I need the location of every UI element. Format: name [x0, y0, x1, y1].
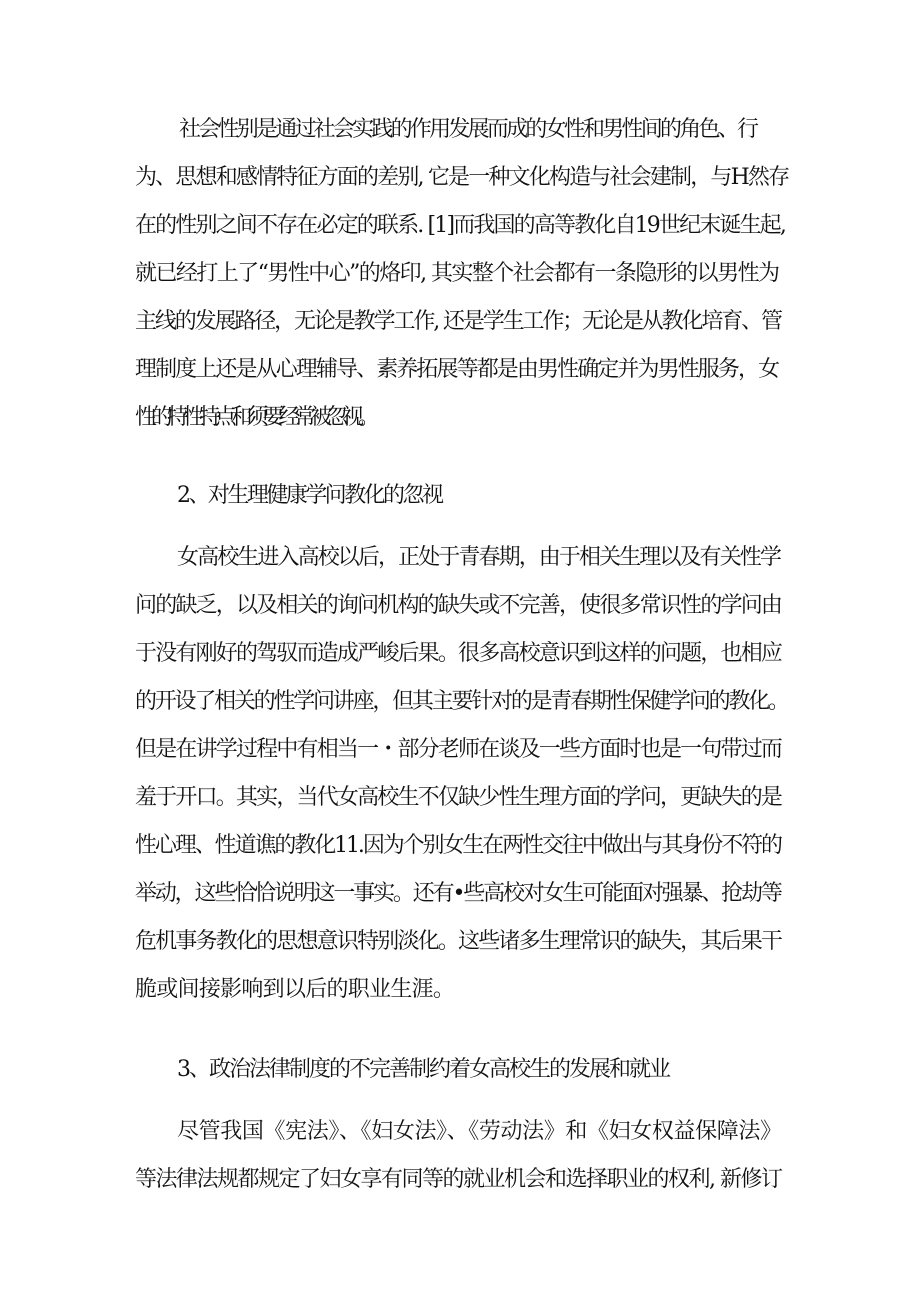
text-line: 脆或间接影响到以后的职业生涯。	[135, 977, 455, 1002]
text-line: 于没有刚好的驾驭而造成严峻后果。很多高校意识到这样的问题，也相应	[135, 641, 782, 666]
text-line: 问的缺乏，以及相关的询问机构的缺失或不完善，使很多常识性的学问由	[135, 593, 782, 618]
section-heading-2: 2、对生理健康学问教化的忽视	[177, 483, 442, 508]
text-line: 危机事务教化的思想意识特别淡化。这些诸多生理常识的缺失，其后果干	[135, 929, 782, 954]
text-line: 但是在讲学过程中有相当一・部分老师在谈及一些方面时也是一句带过而	[135, 737, 782, 762]
text-line: 社会性别是通过社会实践的作用发展而成的女性和男性间的角色、行	[179, 117, 757, 142]
text-line: 尽管我国《宪法》、《妇女法》、《劳动法》和《妇女权益保障法》	[177, 1119, 782, 1144]
text-line: 羞于开口。其实，当代女高校生不仅缺少性生理方面的学问，更缺失的是	[135, 785, 782, 810]
text-line: 举动，这些恰恰说明这一事实。还有•些高校对女生可能面对强暴、抢劫等	[135, 881, 781, 906]
text-line: 性的特性特点和须要经常被忽视。	[135, 405, 374, 430]
text-line: 在的性别之间不存在必定的联系. [1]而我国的高等教化自19世纪末诞生起,	[135, 213, 786, 238]
text-line: 就已经打上了“男性中心”的烙印, 其实整个社会都有一条隐形的以男性为	[135, 261, 779, 286]
text-line: 女高校生进入高校以后，正处于青春期，由于相关生理以及有关性学	[177, 545, 781, 570]
text-line: 主线的发展路径，无论是教学工作, 还是学生工作；无论是从教化培育、管	[135, 309, 781, 334]
text-line: 性心理、性道谯的教化11.因为个别女生在两性交往中做出与其身份不符的	[135, 833, 781, 858]
text-line: 的开设了相关的性学问讲座，但其主要针对的是青春期性保健学问的教化。	[135, 689, 788, 714]
text-line: 理制度上还是从心理辅导、素养拓展等都是由男性确定并为男性服务，女	[135, 357, 779, 382]
text-line: 为、思想和感情特征方面的差别, 它是一种文化构造与社会建制，与H然存	[135, 165, 789, 190]
text-line: 等法律法规都规定了妇女享有同等的就业机会和选择职业的权利, 新修订	[135, 1167, 782, 1192]
section-heading-3: 3、政治法律制度的不完善制约着女高校生的发展和就业	[177, 1057, 669, 1082]
